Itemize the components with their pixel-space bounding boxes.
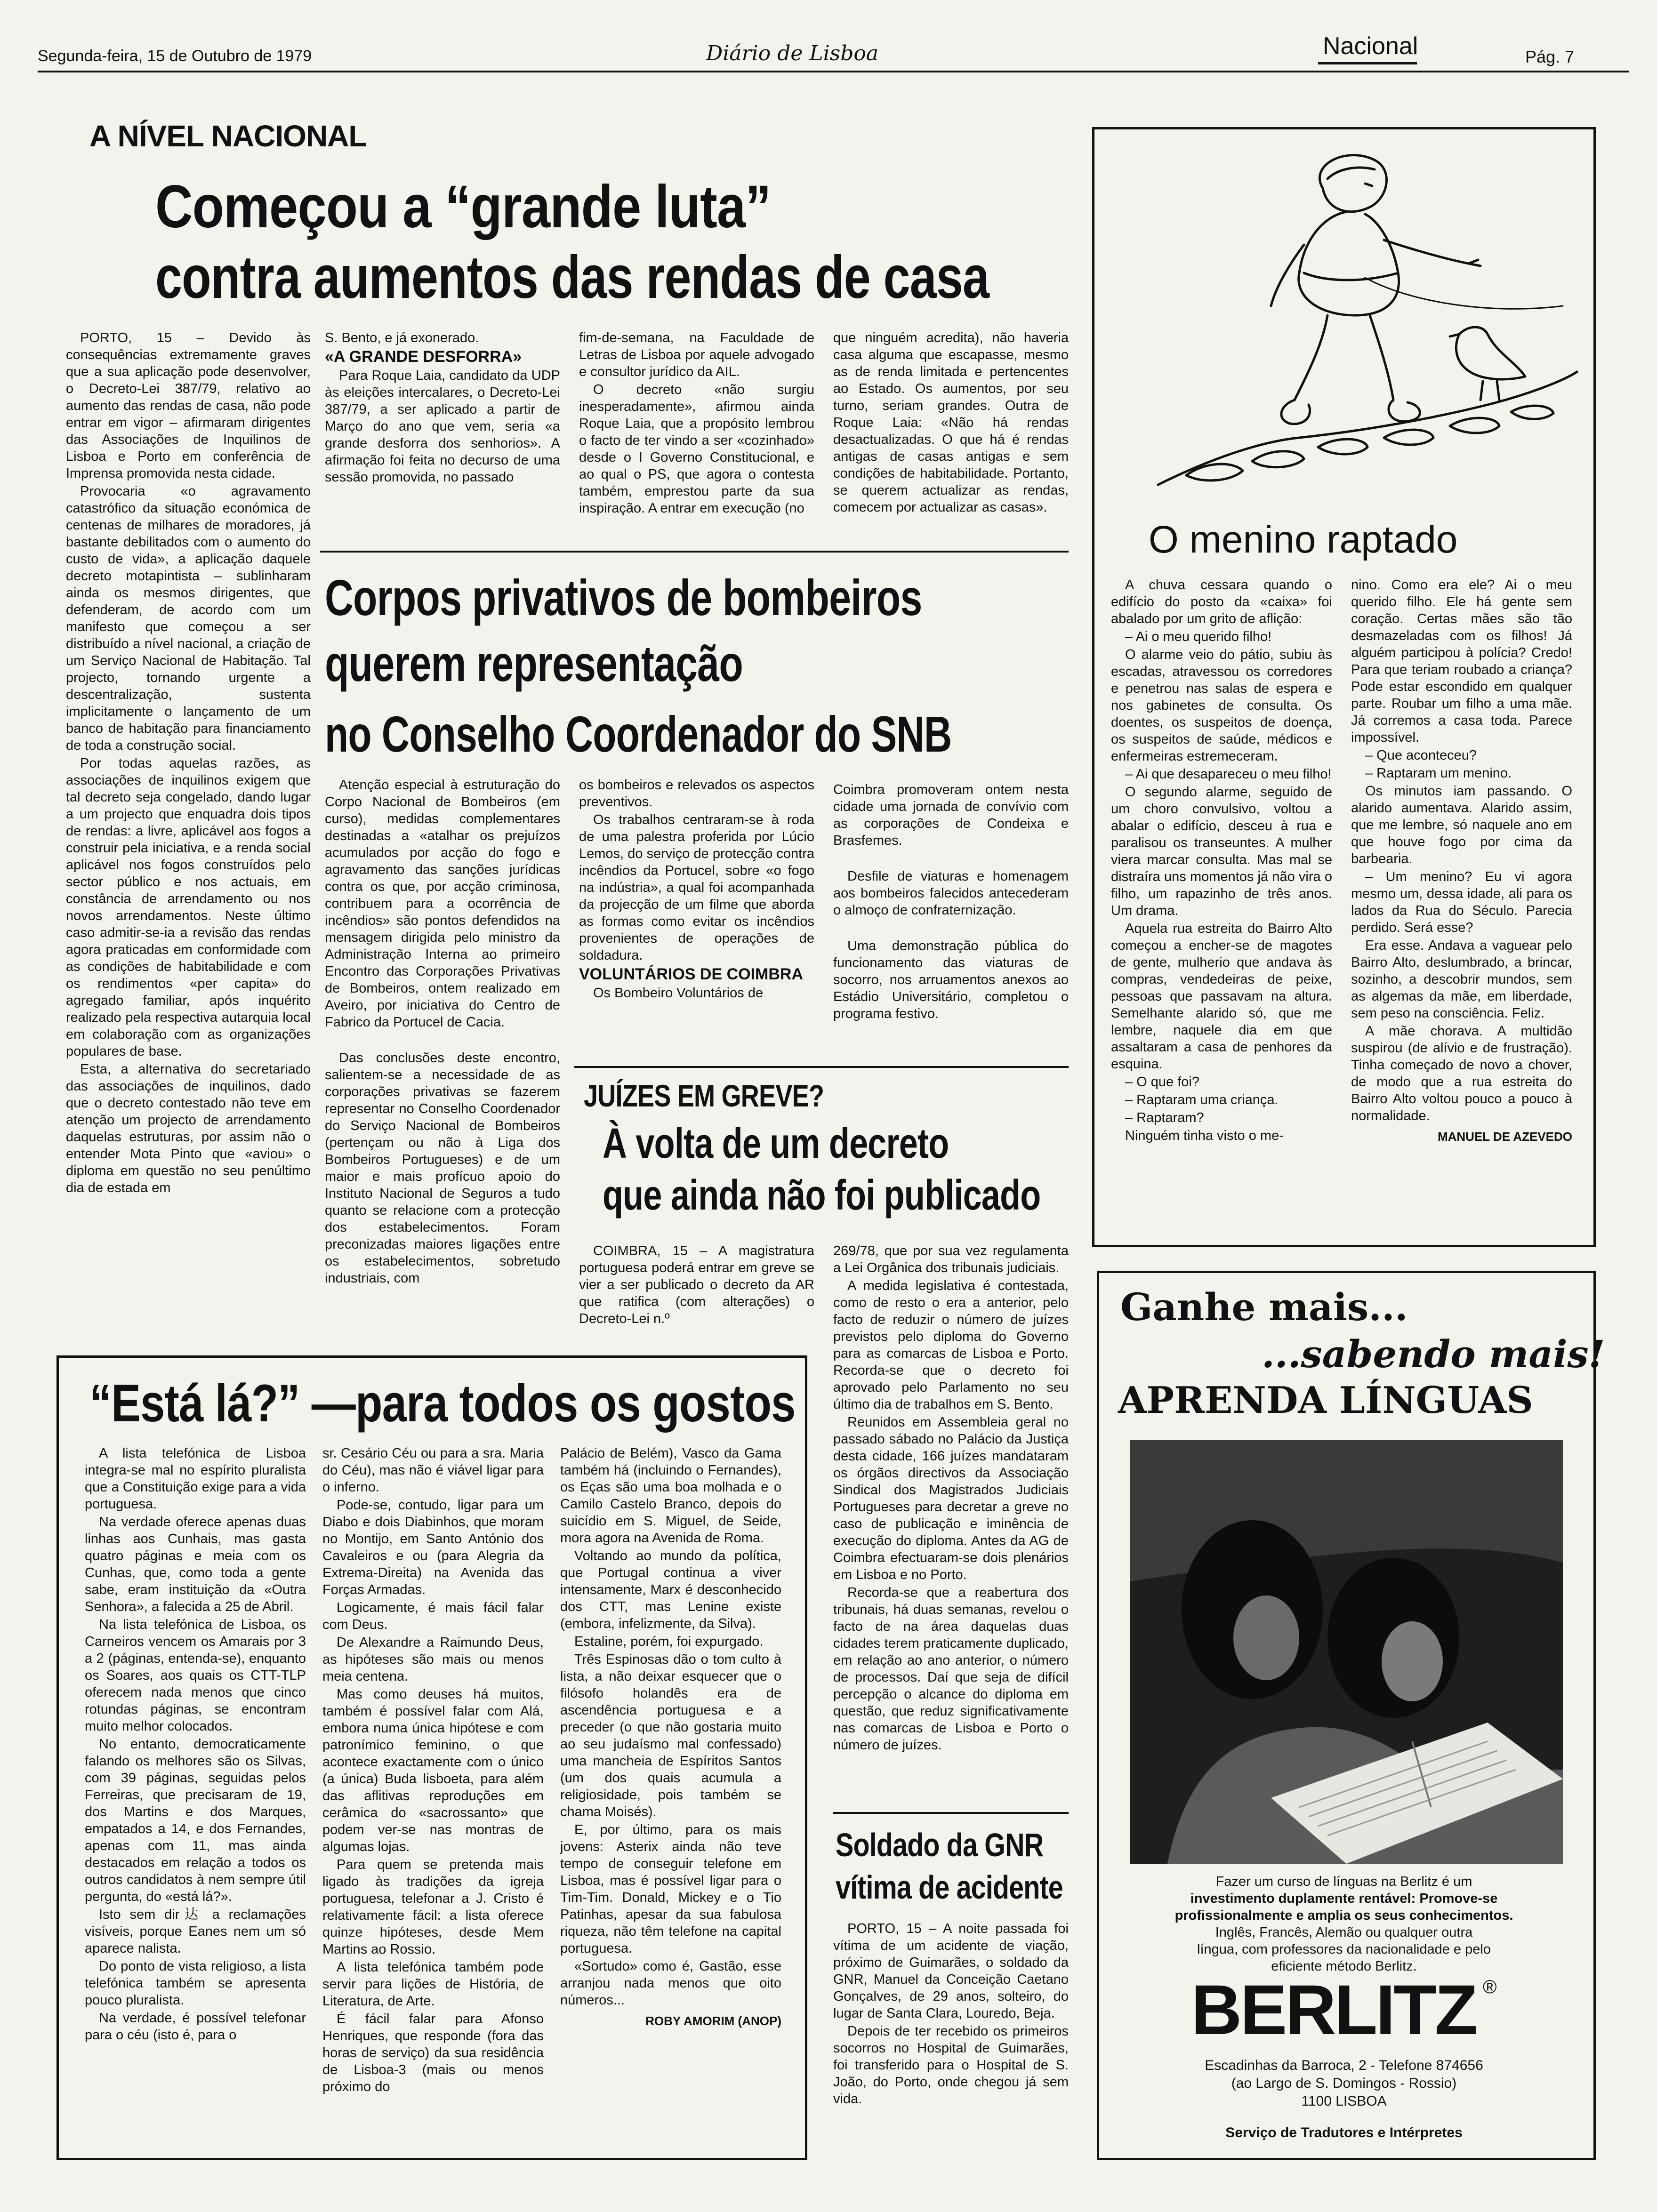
masthead-rule: [38, 71, 1629, 72]
menino-paragraph: – Raptaram um menino.: [1365, 766, 1512, 781]
berlitz-address-line: Escadinhas da Barroca, 2 - Telefone 874656: [1205, 2058, 1483, 2073]
berlitz-headline-1: Ganhe mais...: [1120, 1285, 1408, 1329]
rendas-column-1: [66, 329, 315, 1355]
menino-paragraph: Aquela rua estreita do Bairro Alto começou a encher-se de magotes de gente, mulherio que andava às compras, vendedeiras de peixe, pessoas que passavam na altura. Semelhante alarido só, que me lembre, naquele dia em que assaltaram a casa de penhores da esquina.: [1111, 921, 1336, 1072]
masthead-paper-name: Diário de Lisboa: [706, 41, 879, 65]
bombeiros-title-line1: Corpos privativos de bombeiros: [325, 569, 922, 626]
juizes-title-line1: À volta de um decreto: [603, 1120, 949, 1167]
esta-la-paragraph: No entanto, democraticamente falando os melhores são os Silvas, com 39 páginas, seguidas pelos Ferreiras, que precisaram de 19, dos Martins e dos Marques, empatados a 14, e dos Fernandes, apenas com 11, mas ainda destacados em relação a todos os outros candidatos à nem sempre útil pergunta, do «está lá?».: [85, 1737, 310, 1904]
esta-la-title: “Está lá?” —para todos os gostos: [89, 1374, 796, 1433]
masthead-section: Nacional: [1323, 32, 1418, 60]
juizes-paragraph: 269/78, que por sua vez regulamenta a Lei Orgânica dos tribunais judiciais.: [833, 1243, 1073, 1275]
juizes-paragraph: Reunidos em Assembleia geral no passado sábado no Palácio da Justiça desta cidade, 166 juízes mandataram os órgãos directivos da Associação Sindical dos Magistrados Judiciais Portugueses para decretar a greve no caso de publicação e iminência de execução do diploma. Antes da AG de Coimbra efectuaram-se dois plenários em Lisboa e no Porto.: [833, 1415, 1073, 1582]
esta-la-paragraph: Voltando ao mundo da política, que Portugal continua a viver intensamente, Marx é desconhecido dos CTT, mas Lenine existe (embora, infelizmente, da Silva).: [560, 1548, 786, 1631]
rendas-paragraph: S. Bento, e já exonerado.: [325, 330, 479, 345]
berlitz-text-line: eficiente método Berlitz.: [1271, 1959, 1417, 1974]
rendas-paragraph: que ninguém acredita), não haveria casa alguma que escapasse, mesmo as de renda limitada e pertencentes ao Estado. Os aumentos, por seu turno, seriam grandes. Outra de Roque Laia: «Não há rendas desactualizadas. O que há é rendas antigas de casas antigas e sem condições de habitabilidade. Portanto, se querem actualizar as rendas, comecem por actualizar as casas».: [833, 330, 1073, 515]
esta-la-paragraph: Do ponto de vista religioso, a lista telefónica também se apresenta pouco pluralista.: [85, 1959, 310, 2008]
bombeiros-column-2: [579, 777, 819, 1068]
berlitz-address-line: (ao Largo de S. Domingos - Rossio): [1231, 2076, 1457, 2091]
esta-la-paragraph: E, por último, para os mais jovens: Asterix ainda não teve tempo de conseguir telefone em Lisboa, mas é possível ligar para o Tim-Tim. Donald, Mickey e o Tio Patinhas, apesar da sua fabulosa riqueza, não têm telefone na capital portuguesa.: [560, 1822, 786, 1956]
berlitz-text-line: língua, com professores da nacionalidade e pelo: [1197, 1942, 1491, 1957]
rendas-paragraph: Por todas aquelas razões, as associações de inquilinos exigem que tal decreto seja congelado, dando lugar a um projecto que enquadra dois tipos de rendas: a livre, aplicável aos fogos a construir pela iniciativa, e a renda social aplicável nos fogos construídos pelo sector público e nos actuais, em constância de arrendamento ou nos novos arrendamentos. Neste último caso admitir-se-ia a revisão das rendas agora praticadas em conformidade com as condições de habitabilidade e com os rendimentos «per capita» do agregado familiar, após inquérito realizado pela respectiva autarquia local em colaboração com as organizações populares de base.: [66, 756, 315, 1059]
rendas-kicker: A NÍVEL NACIONAL: [89, 119, 367, 153]
berlitz-text-line: Inglês, Francês, Alemão ou qualquer outra: [1215, 1925, 1473, 1940]
juizes-paragraph: Recorda-se que a reabertura dos tribunais, há duas semanas, revelou o facto de na área daquelas duas cidades terem praticamente duplicado, em relação ao ano anterior, o número de processos. Daí que seja de difícil percepção o alcance do diploma em questão, que reduz significativamente nas comarcas de Lisboa e Porto o número de juízes.: [833, 1585, 1073, 1753]
menino-paragraph: – O que foi?: [1125, 1074, 1199, 1090]
menino-paragraph: O segundo alarme, seguido de um choro convulsivo, voltou a abalar o edifício, desceu à rua e paralisou os transeuntes. A mulher viera marcar consulta. Mas mal se distraíra uns momentos já não vira o filho, um rapazinho de três anos. Um drama.: [1111, 785, 1336, 918]
menino-paragraph: – Raptaram?: [1125, 1110, 1204, 1125]
bombeiros-subhead: VOLUNTÁRIOS DE COIMBRA: [579, 965, 803, 983]
esta-la-paragraph: De Alexandre a Raimundo Deus, as hipóteses são mais ou menos meia centena.: [322, 1635, 548, 1684]
esta-la-paragraph: Estaline, porém, foi expurgado.: [574, 1634, 764, 1649]
berlitz-text-line: investimento duplamente rentável: Promove-se: [1190, 1891, 1498, 1906]
esta-la-paragraph: É fácil falar para Afonso Henriques, que responde (fora das horas de serviço) da sua residência de Lisboa-3 (mais ou menos próximo do: [322, 2012, 548, 2094]
menino-paragraph: Ninguém tinha visto o me-: [1125, 1128, 1284, 1143]
gnr-top-rule: [833, 1812, 1069, 1814]
bombeiros-paragraph: Os trabalhos centraram-se à roda de uma palestra proferida por Lúcio Lemos, do serviço de protecção contra incêndios da Portucel, sobre «o fogo na indústria», a qual foi acompanhada da projecção de um filme que aborda as formas como evitar os incêndios provenientes de operações de soldadura.: [579, 812, 819, 963]
section-underline: [1318, 62, 1417, 64]
gnr-column: [833, 1920, 1073, 2184]
rendas-column-3: [579, 329, 819, 546]
berlitz-text-line: Fazer um curso de línguas na Berlitz é um: [1215, 1874, 1472, 1889]
bombeiros-title-line2: querem representação: [325, 635, 743, 692]
berlitz-photo: [1130, 1440, 1563, 1864]
bombeiros-paragraph: Uma demonstração pública do funcionamento das viaturas de socorro, nos arruamentos anexos ao Estádio Universitário, completou o programa festivo.: [833, 938, 1073, 1021]
menino-column-1: [1111, 577, 1336, 1233]
gnr-paragraph: PORTO, 15 – A noite passada foi vítima de um acidente de viação, próximo de Guimarães, o soldado da GNR, Manuel da Conceição Caetano Gonçalves, de 29 anos, solteiro, do lugar de Santa Clara, Louredo, Beja.: [833, 1921, 1073, 2021]
esta-la-paragraph: A lista telefónica de Lisboa integra-se mal no espírito pluralista que a Constituição exige para a vida portuguesa.: [85, 1446, 310, 1512]
rendas-paragraph: O decreto «não surgiu inesperadamente», afirmou ainda Roque Laia, que a propósito lembrou o facto de ter vindo a ser «cozinhado» desde o I Governo Constitucional, e ao qual o PS, que agora o contesta também, emprestou parte da sua inspiração. A entrar em execução (no: [579, 382, 819, 516]
esta-la-signature: ROBY AMORIM (ANOP): [645, 2014, 781, 2028]
esta-la-paragraph: Na verdade oferece apenas duas linhas aos Cunhais, mas gasta quatro páginas e meia com os Cunhas, que, como toda a gente sabe, eram instituição da «Outra Senhora», a falecida a 25 de Abril.: [85, 1515, 310, 1614]
bombeiros-title-line3: no Conselho Coordenador do SNB: [325, 705, 952, 762]
menino-paragraph: A chuva cessara quando o edifício do posto da «caixa» foi abalado por um grito de aflição:: [1111, 577, 1336, 626]
menino-paragraph: A mãe chorava. A multidão suspirou (de alívio e de frustração). Tinha começado de novo a chover, de modo que a rua estreita do Bairro Alto voltou pouco a pouco à normalidade.: [1351, 1024, 1577, 1123]
bombeiros-paragraph: Coimbra promoveram ontem nesta cidade uma jornada de convívio com as corporações de Condeixa e Brasfemes.: [833, 782, 1073, 848]
bombeiros-paragraph: Desfile de viaturas e homenagem aos bombeiros falecidos antecederam o almoço de confraternização.: [833, 869, 1073, 918]
esta-la-column-3: [560, 1445, 786, 2141]
menino-paragraph: – Que aconteceu?: [1365, 748, 1477, 763]
rendas-paragraph: Provocaria «o agravamento catastrófico da situação económica de centenas de milhares de moradores, já bastante debilitados com o aumento do custo de vida», a aplicação daquele decreto motapintista – sublinharam ainda os mesmos dirigentes, que defenderam, de acordo com um manifesto que começou a ser distribuído a nível nacional, a criação de um Serviço Nacional de Habitação. Tal projecto, tornando urgente a descentralização, sustenta implicitamente o lançamento de um banco de habitação para financiamento de toda a construção social.: [66, 484, 315, 753]
rendas-subhead: «A GRANDE DESFORRA»: [325, 348, 522, 366]
esta-la-paragraph: A lista telefónica também pode servir para lições de História, de Literatura, de Arte.: [322, 1960, 548, 2009]
masthead-date: Segunda-feira, 15 de Outubro de 1979: [38, 47, 312, 65]
esta-la-paragraph: Palácio de Belém), Vasco da Gama também há (incluindo o Fernandes), os Eças são uma boa molhada e o Camilo Castelo Branco, depois do suicídio em S. Miguel, de Seide, mora agora na Avenida de Roma.: [560, 1446, 786, 1546]
esta-la-paragraph: Mas como deuses há muitos, também é possível falar com Alá, embora numa única hipótese e com patronímico feminino, o que acontece exactamente com o único (a única) Buda lisboeta, para além das aflitivas reproduções em cerâmica do «sacrossanto» que podem ver-se nas montras de algumas lojas.: [322, 1687, 548, 1854]
esta-la-paragraph: sr. Cesário Céu ou para a sra. Maria do Céu), mas não é viável ligar para o inferno.: [322, 1446, 548, 1495]
esta-la-paragraph: Para quem se pretenda mais ligado às tradições da igreja portuguesa, telefonar a J. Cristo é relativamente fácil: a lista oferece quinze hipóteses, desde Mem Martins ao Rossio.: [322, 1857, 548, 1957]
esta-la-paragraph: Isto sem dir达 a reclamações visíveis, porque Eanes nem um só aparece nalista.: [85, 1907, 310, 1956]
rendas-column-4: [833, 329, 1073, 546]
berlitz-headline-2: ...sabendo mais!: [1262, 1332, 1605, 1376]
gnr-title-line2: vítima de acidente: [836, 1869, 1063, 1906]
menino-paragraph: – Um menino? Eu vi agora mesmo um, dessa idade, ali para os lados da Rua do Século. Parecia perdido. Será esse?: [1351, 869, 1577, 935]
rendas-paragraph: Esta, a alternativa do secretariado das associações de inquilinos, dado que o decreto contestado não teve em atenção um projecto de arrendamento daquelas estruturas, por assim não o entender Mota Pinto que «aviou» o diploma em questão no seu penúltimo dia de estada em: [66, 1062, 315, 1195]
bombeiros-paragraph: Atenção especial à estruturação do Corpo Nacional de Bombeiros (em curso), medidas complementares destinadas a «atalhar os prejuízos acumulados por acção do fogo e agravamento das sanções jurídicas contra os que, por acção criminosa, contribuem para a ocorrência de incêndios» são pontos defendidos na mensagem dirigida pelo ministro da Administração Interna ao primeiro Encontro das Corporações Privativas de Bombeiros, ontem realizado em Aveiro, por iniciativa do Centro de Fabrico da Portucel de Cacia.: [325, 777, 564, 1030]
menino-paragraph: O alarme veio do pátio, subiu às escadas, atravessou os corredores e penetrou nas salas de espera e nos gabinetes de consulta. Os doentes, os suspeitos de doença, os suspeitos de saúde, médicos e enfermeiras estremeceram.: [1111, 647, 1336, 764]
esta-la-column-1: [85, 1445, 310, 2141]
berlitz-text: [1116, 1873, 1572, 1975]
rendas-column-2: [325, 329, 564, 546]
menino-illustration: [1102, 136, 1582, 504]
esta-la-paragraph: «Sortudo» como é, Gastão, esse arranjou nada menos que oito números...: [560, 1959, 786, 2008]
rendas-paragraph: fim-de-semana, na Faculdade de Letras de Lisboa por aquele advogado e consultor jurídico da AIL.: [579, 330, 819, 379]
menino-signature: MANUEL DE AZEVEDO: [1437, 1130, 1572, 1144]
menino-paragraph: nino. Como era ele? Ai o meu querido filho. Ele há gente sem coração. Certas mães são tão desmazeladas com os filhos! Já alguém participou à polícia? Credo! Para que teriam roubado a criança? Pode estar escondido em qualquer parte. Roubar um filho a uma mãe. Já corremos a casa toda. Parece impossível.: [1351, 577, 1577, 745]
juizes-paragraph: A medida legislativa é contestada, como de resto o era a anterior, pelo facto de reduzir o número de juízes previstos pelo diploma do Governo para as comarcas de Lisboa e Porto. Recorda-se que o decreto foi aprovado pelo Parlamento no seu último dia de trabalhos em S. Bento.: [833, 1278, 1073, 1412]
berlitz-text-line: profissionalmente e amplia os seus conhecimentos.: [1174, 1908, 1513, 1923]
menino-paragraph: Os minutos iam passando. O alarido aumentava. Alarido assim, que me lembre, só naquele ano em que houve fogo por cima da barbearia.: [1351, 784, 1577, 866]
esta-la-paragraph: Na verdade, é possível telefonar para o céu (isto é, para o: [85, 2011, 310, 2043]
rendas-paragraph: Para Roque Laia, candidato da UDP às eleições intercalares, o Decreto-Lei 387/79, a ser aplicado a partir de Março do ano que vem, seria «a grande desforra dos senhorios». A afirmação foi feita no decurso de uma sessão promovida, no passado: [325, 368, 564, 485]
menino-paragraph: – Raptaram uma criança.: [1125, 1092, 1279, 1107]
berlitz-footer: Serviço de Tradutores e Intérpretes: [1225, 2125, 1463, 2140]
menino-title: O menino raptado: [1149, 518, 1458, 561]
esta-la-paragraph: Pode-se, contudo, ligar para um Diabo e dois Diabinhos, que moram no Montijo, em Santo António dos Cavaleiros e ou (para Alegria da Extrema-Direita) na Avenida das Forças Armadas.: [322, 1498, 548, 1597]
juizes-title-line2: que ainda não foi publicado: [603, 1172, 1041, 1219]
juizes-column-2: [833, 1242, 1073, 1807]
menino-paragraph: Era esse. Andava a vaguear pelo Bairro Alto, deslumbrado, a brincar, sozinho, a descobrir mundos, sem as algemas da mãe, em liberdade, sem peso na consciência. Feliz.: [1351, 938, 1577, 1021]
juizes-column-1: [579, 1242, 819, 1351]
esta-la-paragraph: Três Espinosas dão o tom culto à lista, a não deixar esquecer que o filósofo holandês era de ascendência portuguesa e a preceder (o que não gostaria muito ao seu judaísmo mal confessado) uma mancheia de Espíritos Santos (um dos quais acumula a religiosidade, pois também se chama Moisés).: [560, 1652, 786, 1819]
berlitz-address: [1116, 2057, 1572, 2110]
berlitz-headline-3: APRENDA LÍNGUAS: [1118, 1379, 1533, 1422]
berlitz-registered-mark: ®: [1483, 1977, 1497, 1997]
bombeiros-paragraph: Das conclusões deste encontro, salientem-se a necessidade de as corporações privativas se fazerem representar no Conselho Coordenador do Serviço Nacional de Bombeiros (pertençam ou não à Liga dos Bombeiros Portugueses) e de um maior e mais profícuo apoio do Instituto Nacional de Seguros a tudo quanto se relacione com a protecção dos estabelecimentos. Foram preconizadas maiores ligações entre os estabelecimentos, sobretudo industriais, com: [325, 1050, 564, 1286]
juizes-paragraph: COIMBRA, 15 – A magistratura portuguesa poderá entrar em greve se vier a ser publicado o decreto da AR que ratifica (com alterações) o Decreto-Lei n.º: [579, 1243, 819, 1326]
rendas-title-line1: Começou a “grande luta”: [155, 173, 771, 240]
menino-column-2: [1351, 577, 1577, 1233]
berlitz-logo: BERLITZ: [1191, 1970, 1476, 2049]
esta-la-paragraph: Na lista telefónica de Lisboa, os Carneiros vencem os Amarais por 3 a 2 (páginas, entenda-se), enquanto os Soares, aos quais os CTT-TLP oferecem nada menos que cinco rotundas páginas, se encontram muito melhor colocados.: [85, 1617, 310, 1734]
berlitz-address-line: 1100 LISBOA: [1301, 2093, 1387, 2109]
bombeiros-paragraph: Os Bombeiro Voluntários de: [593, 986, 764, 1001]
juizes-kicker: JUÍZES EM GREVE?: [584, 1078, 824, 1113]
bombeiros-paragraph: os bombeiros e relevados os aspectos preventivos.: [579, 777, 819, 809]
gnr-paragraph: Depois de ter recebido os primeiros socorros no Hospital de Guimarães, foi transferido para o Hospital de S. João, do Porto, onde chegou já sem vida.: [833, 2024, 1073, 2107]
masthead-page-number: Pág. 7: [1525, 47, 1575, 66]
rendas-title-line2: contra aumentos das rendas de casa: [155, 244, 989, 311]
rendas-bottom-rule: [320, 551, 1069, 553]
bombeiros-bottom-rule: [574, 1066, 1069, 1068]
esta-la-column-2: [322, 1445, 548, 2141]
gnr-title-line1: Soldado da GNR: [836, 1827, 1044, 1863]
menino-paragraph: – Ai o meu querido filho!: [1125, 629, 1272, 644]
esta-la-paragraph: Logicamente, é mais fácil falar com Deus.: [322, 1600, 548, 1632]
rendas-paragraph: PORTO, 15 – Devido às consequências extremamente graves que a sua aplicação pode desenvolver, o Decreto-Lei 387/79, relativo ao aumento das rendas de casa, não pode entrar em vigor – afirmaram dirigentes das Associações de Inquilinos de Lisboa e Porto em conferência de Imprensa promovida nesta cidade.: [66, 330, 315, 481]
bombeiros-column-3: [833, 781, 1073, 1073]
bombeiros-column-1: [325, 777, 564, 1351]
menino-paragraph: – Ai que desapareceu o meu filho!: [1125, 767, 1332, 782]
